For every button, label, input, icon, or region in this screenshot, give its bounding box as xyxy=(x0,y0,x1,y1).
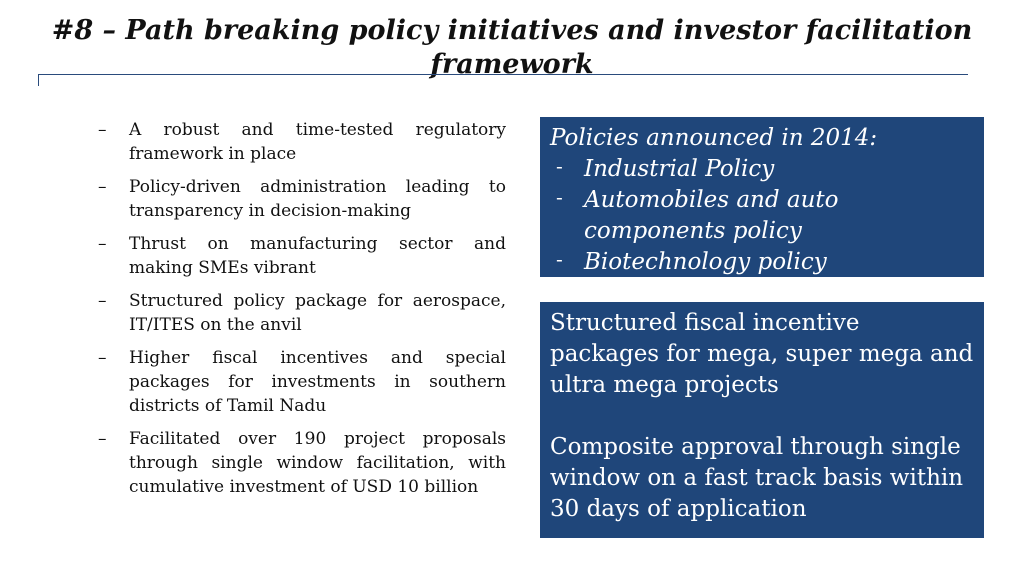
bullet-dash: – xyxy=(98,234,107,254)
list-item xyxy=(98,118,506,166)
policy-item xyxy=(550,154,974,185)
policy-marker: - xyxy=(556,185,563,209)
policy-item xyxy=(550,247,974,277)
list-item-text: Higher fiscal incentives and special packages for investments in southern districts of Tamil Nadu xyxy=(129,348,506,416)
bullet-dash: – xyxy=(98,429,107,449)
approval-paragraph: Composite approval through single window on a fast track basis within 30 days of application xyxy=(550,434,964,522)
list-item-text: Structured policy package for aerospace, IT/ITES on the anvil xyxy=(129,291,506,335)
incentives-paragraph: Structured fiscal incentive packages for mega, super mega and ultra mega projects xyxy=(550,310,974,398)
policies-heading: Policies announced in 2014: xyxy=(550,125,878,151)
policies-list xyxy=(550,154,974,277)
list-item xyxy=(98,175,506,223)
bullet-dash: – xyxy=(98,120,107,140)
title-underline xyxy=(38,74,968,75)
bullet-dash: – xyxy=(98,177,107,197)
incentives-box xyxy=(540,302,984,538)
policy-item xyxy=(550,185,974,247)
list-item-text: Facilitated over 190 project proposals through single window facilitation, with cumulative investment of USD 10 billion xyxy=(129,429,506,497)
policies-box xyxy=(540,117,984,277)
bullet-dash: – xyxy=(98,348,107,368)
list-item-text: Policy-driven administration leading to transparency in decision-making xyxy=(129,177,506,221)
slide-title: #8 – Path breaking policy initiatives and investor facilitation framework xyxy=(51,15,973,80)
policy-marker: - xyxy=(556,247,563,271)
policy-item-text: Biotechnology policy xyxy=(584,249,827,275)
bullet-dash: – xyxy=(98,291,107,311)
list-item xyxy=(98,427,506,499)
policy-marker: - xyxy=(556,154,563,178)
initiatives-list xyxy=(98,118,506,508)
title-underline-tick xyxy=(38,74,39,86)
list-item xyxy=(98,346,506,418)
list-item xyxy=(98,232,506,280)
policy-item-text: Industrial Policy xyxy=(584,156,775,182)
list-item-text: A robust and time-tested regulatory framework in place xyxy=(129,120,506,164)
policy-item-text: Automobiles and auto components policy xyxy=(584,187,839,244)
list-item xyxy=(98,289,506,337)
list-item-text: Thrust on manufacturing sector and making SMEs vibrant xyxy=(129,234,506,278)
